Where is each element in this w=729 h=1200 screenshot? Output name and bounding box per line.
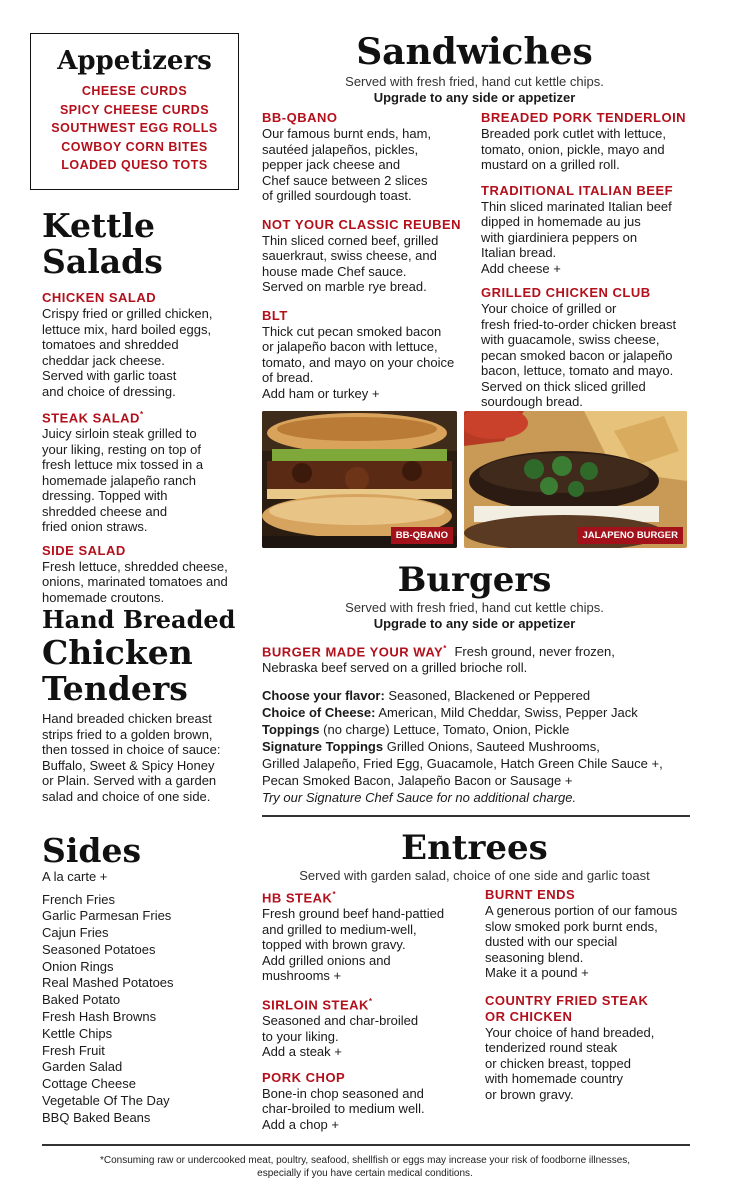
tenders-description xyxy=(42,711,252,804)
item-desc-line: sourdough bread. xyxy=(481,394,583,409)
divider xyxy=(262,815,690,817)
item-desc-line: dusted with our special xyxy=(485,934,618,949)
entree-column-right xyxy=(485,887,695,1102)
item-desc-line: sautéed jalapeños, pickles, xyxy=(262,141,419,157)
footer-divider xyxy=(42,1144,690,1146)
appetizer-item: SPICY CHEESE CURDS xyxy=(59,102,210,117)
menu-item xyxy=(481,285,696,410)
item-name: BURNT ENDS xyxy=(485,887,576,902)
item-desc: Fresh ground, never frozen, xyxy=(454,644,615,660)
side-item: Cajun Fries xyxy=(42,925,109,941)
item-name-mark: * xyxy=(332,890,337,899)
item-desc-line: or jalapeño bacon with lettuce, xyxy=(262,339,438,354)
item-desc-line: Add grilled onions and xyxy=(262,952,391,968)
item-desc-line: tomato, onion, pickle, mayo and xyxy=(481,141,665,157)
sides-subtitle: A la carte + xyxy=(42,869,108,884)
entrees-subtitle: Served with garden salad, choice of one side and garlic toast xyxy=(299,868,650,883)
burger-options xyxy=(262,687,692,806)
menu-item xyxy=(262,308,472,402)
menu-item xyxy=(42,543,247,606)
item-name-mark: * xyxy=(139,410,144,419)
sandwich-column-left xyxy=(262,110,472,401)
item-desc-line: pecan smoked bacon or jalapeño xyxy=(481,347,673,363)
burger-details xyxy=(262,641,692,806)
item-name: GRILLED CHICKEN CLUB xyxy=(481,285,651,300)
item-desc-line: Add a chop + xyxy=(262,1116,339,1132)
sandwiches-subtitle: Served with fresh fried, hand cut kettle chips. xyxy=(345,74,604,89)
item-name-row xyxy=(262,994,472,1013)
item-desc-line: or Plain. Served with a garden xyxy=(42,773,217,788)
menu-item xyxy=(262,110,472,204)
option-text: Seasoned, Blackened or Peppered xyxy=(388,688,591,704)
sides-title: Sides xyxy=(42,831,142,870)
item-desc-line: pepper jack cheese and xyxy=(262,157,401,172)
item-name: NOT YOUR CLASSIC REUBEN xyxy=(262,216,462,232)
menu-item xyxy=(481,183,696,277)
menu-item xyxy=(485,887,695,981)
sandwiches-header xyxy=(262,30,687,105)
item-desc-line: Nebraska beef served on a grilled brioche roll. xyxy=(262,659,528,675)
side-item: Vegetable Of The Day xyxy=(42,1093,170,1109)
sides-list xyxy=(42,892,252,1127)
item-desc-line: Add ham or turkey + xyxy=(262,385,380,401)
jalapeno-burger-photo xyxy=(464,411,687,548)
item-name: PORK CHOP xyxy=(262,1069,346,1085)
option-text-line: Pecan Smoked Bacon, Jalapeño Bacon or Sausage + xyxy=(262,773,573,789)
disclaimer-line: *Consuming raw or undercooked meat, poultry, seafood, shellfish or eggs may increase your risk of foodborne illnesses, xyxy=(99,1155,631,1166)
item-desc-line: bacon, lettuce, tomato and mayo. xyxy=(481,363,674,378)
signature-row xyxy=(262,738,692,755)
item-desc-line: topped with brown gravy. xyxy=(262,937,406,953)
item-desc-line: and choice of dressing. xyxy=(42,383,176,399)
option-text: Lettuce, Tomato, Onion, Pickle xyxy=(393,722,570,738)
menu-item xyxy=(262,994,472,1060)
item-desc-line: Thin sliced corned beef, grilled xyxy=(262,232,439,248)
item-desc-line: of grilled sourdough toast. xyxy=(262,188,412,203)
menu-item xyxy=(262,887,472,984)
item-desc-line: tomato, and mayo on your choice xyxy=(262,354,455,370)
item-desc-line: of bread. xyxy=(262,370,314,385)
item-name: TRADITIONAL ITALIAN BEEF xyxy=(481,182,674,198)
tenders-section xyxy=(42,605,252,804)
side-item: Garlic Parmesan Fries xyxy=(42,908,172,924)
item-desc-line: Add a steak + xyxy=(262,1044,342,1060)
item-name: SIDE SALAD xyxy=(42,542,126,558)
item-name: STEAK SALAD xyxy=(42,410,140,426)
item-desc-line: sauerkraut, swiss cheese, and xyxy=(262,248,437,263)
item-name: SIRLOIN STEAK xyxy=(262,997,369,1013)
item-desc-line: salad and choice of one side. xyxy=(42,788,211,804)
sides-section xyxy=(42,833,252,1127)
photo-label: JALAPENO BURGER xyxy=(577,527,683,544)
side-item: Cottage Cheese xyxy=(42,1076,136,1092)
menu-item xyxy=(262,1070,472,1133)
option-label: Choose your flavor: xyxy=(262,688,385,704)
side-item: French Fries xyxy=(42,891,115,907)
item-desc-line: or brown gravy. xyxy=(485,1086,574,1102)
option-text-line: Grilled Jalapeño, Fried Egg, Guacamole, Hatch Green Chile Sauce +, xyxy=(262,756,663,772)
side-item: BBQ Baked Beans xyxy=(42,1109,151,1125)
item-desc-line: dipped in homemade au jus xyxy=(481,214,641,229)
item-desc-line: char-broiled to medium well. xyxy=(262,1101,425,1117)
item-desc-line: to your liking. xyxy=(262,1028,339,1044)
item-desc-line: with guacamole, swiss cheese, xyxy=(481,332,660,347)
option-text: Grilled Onions, Sauteed Mushrooms, xyxy=(386,739,600,755)
appetizer-item: LOADED QUESO TOTS xyxy=(61,158,208,172)
side-item: Baked Potato xyxy=(42,992,121,1008)
footer-disclaimer xyxy=(30,1155,700,1180)
item-desc-line: house made Chef sauce. xyxy=(262,263,407,279)
appetizers-title: Appetizers xyxy=(57,46,212,76)
item-desc-line: Bone-in chop seasoned and xyxy=(262,1085,424,1101)
item-desc-line: Juicy sirloin steak grilled to xyxy=(42,426,197,442)
menu-item xyxy=(481,110,696,173)
side-item: Fresh Hash Browns xyxy=(42,1009,157,1025)
tenders-title-line1: Hand Breaded xyxy=(42,605,236,634)
side-item: Fresh Fruit xyxy=(42,1042,105,1058)
item-desc-line: shredded cheese and xyxy=(42,503,168,519)
disclaimer-line: especially if you have certain medical conditions. xyxy=(257,1167,473,1179)
item-desc-line: Crispy fried or grilled chicken, xyxy=(42,306,213,321)
item-desc-line: Our famous burnt ends, ham, xyxy=(262,126,432,141)
side-item: Garden Salad xyxy=(42,1059,123,1075)
item-desc-line: Served on marble rye bread. xyxy=(262,279,427,294)
item-desc-line: then tossed in choice of sauce: xyxy=(42,742,221,757)
item-name-mark: * xyxy=(368,996,373,1006)
photo-label: BB-QBANO xyxy=(391,527,453,544)
item-desc-line: your liking, resting on top of xyxy=(42,441,201,457)
tenders-title-line3: Tenders xyxy=(42,669,188,708)
item-name-line: COUNTRY FRIED STEAK xyxy=(485,992,649,1008)
item-desc-line: Buffalo, Sweet & Spicy Honey xyxy=(42,757,215,773)
item-desc-line: Breaded pork cutlet with lettuce, xyxy=(481,126,666,141)
side-item: Seasoned Potatoes xyxy=(42,941,156,957)
chef-sauce-note: Try our Signature Chef Sauce for no additional charge. xyxy=(262,790,577,806)
item-desc-line: or chicken breast, topped xyxy=(485,1055,631,1071)
item-desc-line: Thin sliced marinated Italian beef xyxy=(481,198,672,214)
bb-qbano-photo xyxy=(262,411,457,548)
item-desc-line: seasoning blend. xyxy=(485,949,584,965)
item-desc-line: Italian bread. xyxy=(481,245,557,260)
item-desc-line: Fresh lettuce, shredded cheese, xyxy=(42,558,228,574)
entree-column-left xyxy=(262,887,472,1132)
item-desc-line: and grilled to medium-well, xyxy=(262,921,417,937)
menu-item xyxy=(262,217,472,295)
item-desc-line: Your choice of hand breaded, xyxy=(485,1024,655,1040)
entrees-header xyxy=(262,828,687,884)
side-item: Onion Rings xyxy=(42,958,114,974)
item-desc-line: Make it a pound + xyxy=(485,965,589,980)
item-desc-line: slow smoked pork burnt ends, xyxy=(485,918,658,934)
item-desc-line: Your choice of grilled or xyxy=(481,301,617,316)
option-note: (no charge) xyxy=(323,722,390,738)
item-name-line: OR CHICKEN xyxy=(485,1008,573,1024)
salads-section xyxy=(42,208,247,605)
burgers-upgrade: Upgrade to any side or appetizer xyxy=(373,615,576,631)
item-desc-line: Fresh ground beef hand-pattied xyxy=(262,906,445,922)
sandwiches-upgrade: Upgrade to any side or appetizer xyxy=(373,89,576,105)
appetizer-item: SOUTHWEST EGG ROLLS xyxy=(51,121,218,135)
appetizer-item: CHEESE CURDS xyxy=(81,84,188,98)
item-desc-line: homemade jalapeño ranch xyxy=(42,472,196,488)
item-desc-line: with homemade country xyxy=(485,1071,624,1086)
burgers-subtitle: Served with fresh fried, hand cut kettle chips. xyxy=(345,600,604,615)
item-desc-line: mushrooms + xyxy=(262,968,342,984)
item-name: HB STEAK xyxy=(262,890,333,906)
item-desc-line: Seasoned and char-broiled xyxy=(262,1013,419,1029)
flavor-row xyxy=(262,687,692,704)
item-desc-line: Chef sauce between 2 slices xyxy=(262,172,428,188)
toppings-row xyxy=(262,721,692,738)
item-desc-line: cheddar jack cheese. xyxy=(42,352,165,368)
option-label: Choice of Cheese: xyxy=(262,705,376,721)
burgers-title: Burgers xyxy=(397,560,552,600)
item-name: CHICKEN SALAD xyxy=(42,290,157,305)
item-desc-line: fresh fried-to-order chicken breast xyxy=(481,316,677,332)
item-desc-line: mustard on a grilled roll. xyxy=(481,157,620,172)
item-name: BLT xyxy=(262,307,288,323)
item-desc-line: onions, marinated tomatoes and xyxy=(42,574,228,590)
option-label: Signature Toppings xyxy=(262,739,384,755)
cheese-row xyxy=(262,704,692,721)
sandwich-column-right xyxy=(481,110,696,410)
item-desc-line: homemade croutons. xyxy=(42,589,165,605)
side-item: Real Mashed Potatoes xyxy=(42,975,174,991)
item-desc-line: with giardiniera peppers on xyxy=(481,229,638,245)
burgers-header xyxy=(262,560,687,631)
menu-item xyxy=(42,407,247,535)
item-desc-line: dressing. Topped with xyxy=(42,488,168,504)
option-label: Toppings xyxy=(262,722,320,738)
salads-title-line2: Salads xyxy=(42,242,163,281)
appetizer-item: COWBOY CORN BITES xyxy=(61,139,208,154)
item-desc-line: Thick cut pecan smoked bacon xyxy=(262,323,442,339)
menu-item xyxy=(42,290,247,399)
burger-item-line1 xyxy=(262,641,692,660)
option-text: American, Mild Cheddar, Swiss, Pepper Jack xyxy=(378,705,638,721)
item-desc-line: tenderized round steak xyxy=(485,1040,618,1055)
item-desc-line: A generous portion of our famous xyxy=(485,903,678,918)
salads-title-line1: Kettle xyxy=(42,206,155,245)
item-name-mark: * xyxy=(443,644,447,653)
item-desc-line: Served with garlic toast xyxy=(42,368,177,383)
item-name: BB-QBANO xyxy=(262,110,338,125)
entrees-title: Entrees xyxy=(401,828,548,868)
item-name: BURGER MADE YOUR WAY xyxy=(262,644,444,660)
tenders-title-line2: Chicken xyxy=(42,633,193,672)
item-name: BREADED PORK TENDERLOIN xyxy=(481,110,687,125)
item-desc-line: Hand breaded chicken breast xyxy=(42,711,212,726)
item-name-row xyxy=(42,407,247,426)
item-desc-line: Add cheese + xyxy=(481,260,561,276)
item-desc-line: fried onion straws. xyxy=(42,519,148,535)
item-desc-line: tomatoes and shredded xyxy=(42,337,179,352)
side-item: Kettle Chips xyxy=(42,1025,113,1041)
sandwiches-title: Sandwiches xyxy=(356,31,593,73)
item-desc-line: fresh lettuce mix tossed in a xyxy=(42,457,204,473)
item-desc-line: strips fried to a golden brown, xyxy=(42,726,213,742)
item-desc-line: lettuce mix, hard boiled eggs, xyxy=(42,321,212,337)
item-desc-line: Served on thick sliced grilled xyxy=(481,378,646,394)
menu-item xyxy=(485,993,695,1103)
item-name-row xyxy=(262,887,472,906)
appetizers-box xyxy=(30,33,239,190)
